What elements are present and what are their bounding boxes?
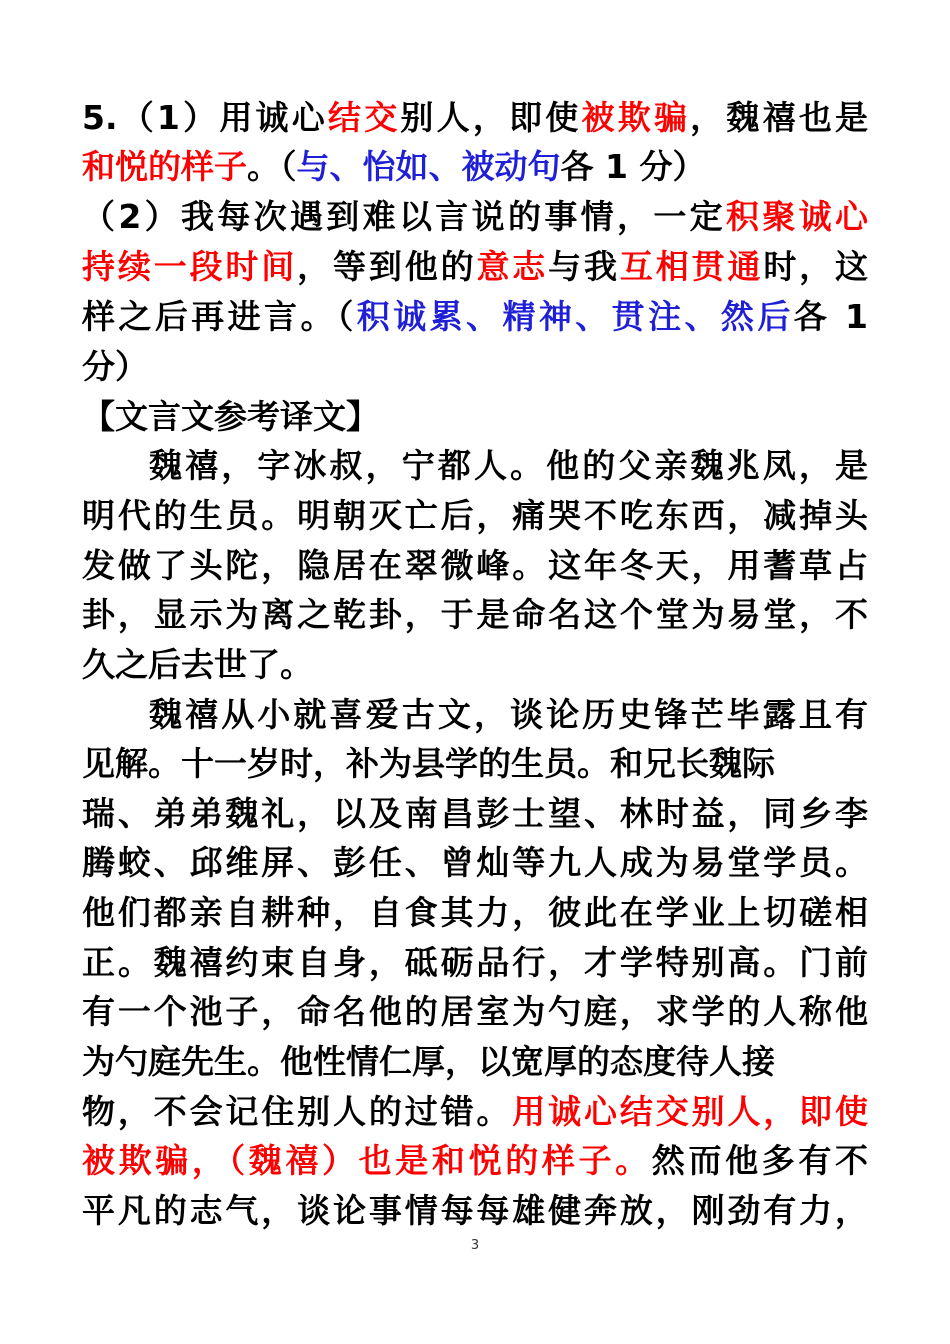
paragraph-line — [82, 1088, 868, 1136]
red-highlight: 和悦的样子 — [82, 147, 247, 186]
paragraph-line: 魏禧，字冰叔，宁都人。他的父亲魏兆凤，是 — [149, 446, 868, 485]
text-run: 样之后再进言。（ — [82, 297, 357, 336]
paragraph-line: 久之后去世了。 — [82, 645, 313, 684]
paragraph-line: 魏禧从小就喜爱古文，谈论历史锋芒毕露且有 — [149, 695, 868, 734]
paragraph-line: 卦，显示为离之乾卦，于是命名这个堂为易堂，不 — [82, 595, 868, 634]
text-run: ，等到他的 — [297, 247, 477, 286]
red-highlight: 意志 — [476, 247, 549, 286]
red-highlight: 结交 — [327, 98, 401, 137]
paragraph-line: 腾蛟、邱维屏、彭任、曾灿等九人成为易堂学员。 — [82, 843, 868, 882]
blue-highlight: 与、怡如、被动句 — [296, 147, 561, 186]
paragraph-line: 瑞、弟弟魏礼，以及南昌彭士望、林时益，同乡李 — [82, 794, 868, 833]
text-run: 然而他多有不 — [651, 1141, 869, 1180]
text-run: 各 1 — [793, 297, 869, 336]
paragraph-line: 发做了头陀，隐居在翠微峰。这年冬天，用蓍草占 — [82, 546, 868, 585]
answer-line — [82, 293, 868, 341]
paragraph-line: 见解。十一岁时，补为县学的生员。和兄长魏际 — [82, 744, 775, 783]
heading-text: 【文言文参考译文】 — [82, 397, 379, 436]
text-run: 别人，即使 — [400, 98, 582, 137]
answer-line — [82, 193, 868, 241]
red-highlight: 被欺骗，（魏禧）也是和悦的样子。 — [82, 1141, 652, 1180]
text-run: ，魏禧也是 — [690, 98, 869, 137]
paragraph-line: 为勺庭先生。他性情仁厚，以宽厚的态度待人接 — [82, 1042, 775, 1081]
answer-line — [82, 94, 868, 142]
paragraph-line — [82, 1137, 868, 1185]
red-highlight: 持续一段时间 — [82, 247, 298, 286]
section-heading — [82, 393, 868, 441]
paragraph-line: 有一个池子，命名他的居室为勺庭，求学的人称他 — [82, 992, 868, 1031]
text-run: 各 1 分） — [560, 147, 706, 186]
red-highlight: 互相贯通 — [619, 247, 764, 286]
answer-line — [82, 343, 868, 391]
paragraph-line: 明代的生员。明朝灭亡后，痛哭不吃东西，减掉头 — [82, 496, 868, 535]
paragraph-line: 平凡的志气，谈论事情每每雄健奔放，刚劲有力， — [82, 1191, 868, 1230]
text-run: 物，不会记住别人的过错。 — [82, 1092, 513, 1131]
blue-highlight: 积诚累、精神、贯注、然后 — [356, 297, 794, 336]
text-run: （2）我每次遇到难以言说的事情，一定 — [82, 197, 726, 236]
answer-line — [82, 243, 868, 291]
text-run: 分） — [82, 347, 148, 386]
page-number: 3 — [470, 1238, 480, 1253]
red-highlight: 积聚诚心 — [726, 197, 869, 236]
text-run: 与我 — [548, 247, 620, 286]
red-highlight: 用诚心结交别人，即使 — [512, 1092, 869, 1131]
answer-line — [82, 143, 868, 191]
red-highlight: 被欺骗 — [581, 98, 691, 137]
text-run: 。（ — [247, 147, 297, 186]
text-run: 5.（1）用诚心 — [82, 98, 328, 137]
text-run: 时，这 — [763, 247, 869, 286]
paragraph-line: 正。魏禧约束自身，砥砺品行，才学特别高。门前 — [82, 943, 868, 982]
paragraph-line: 他们都亲自耕种，自食其力，彼此在学业上切磋相 — [82, 893, 868, 932]
